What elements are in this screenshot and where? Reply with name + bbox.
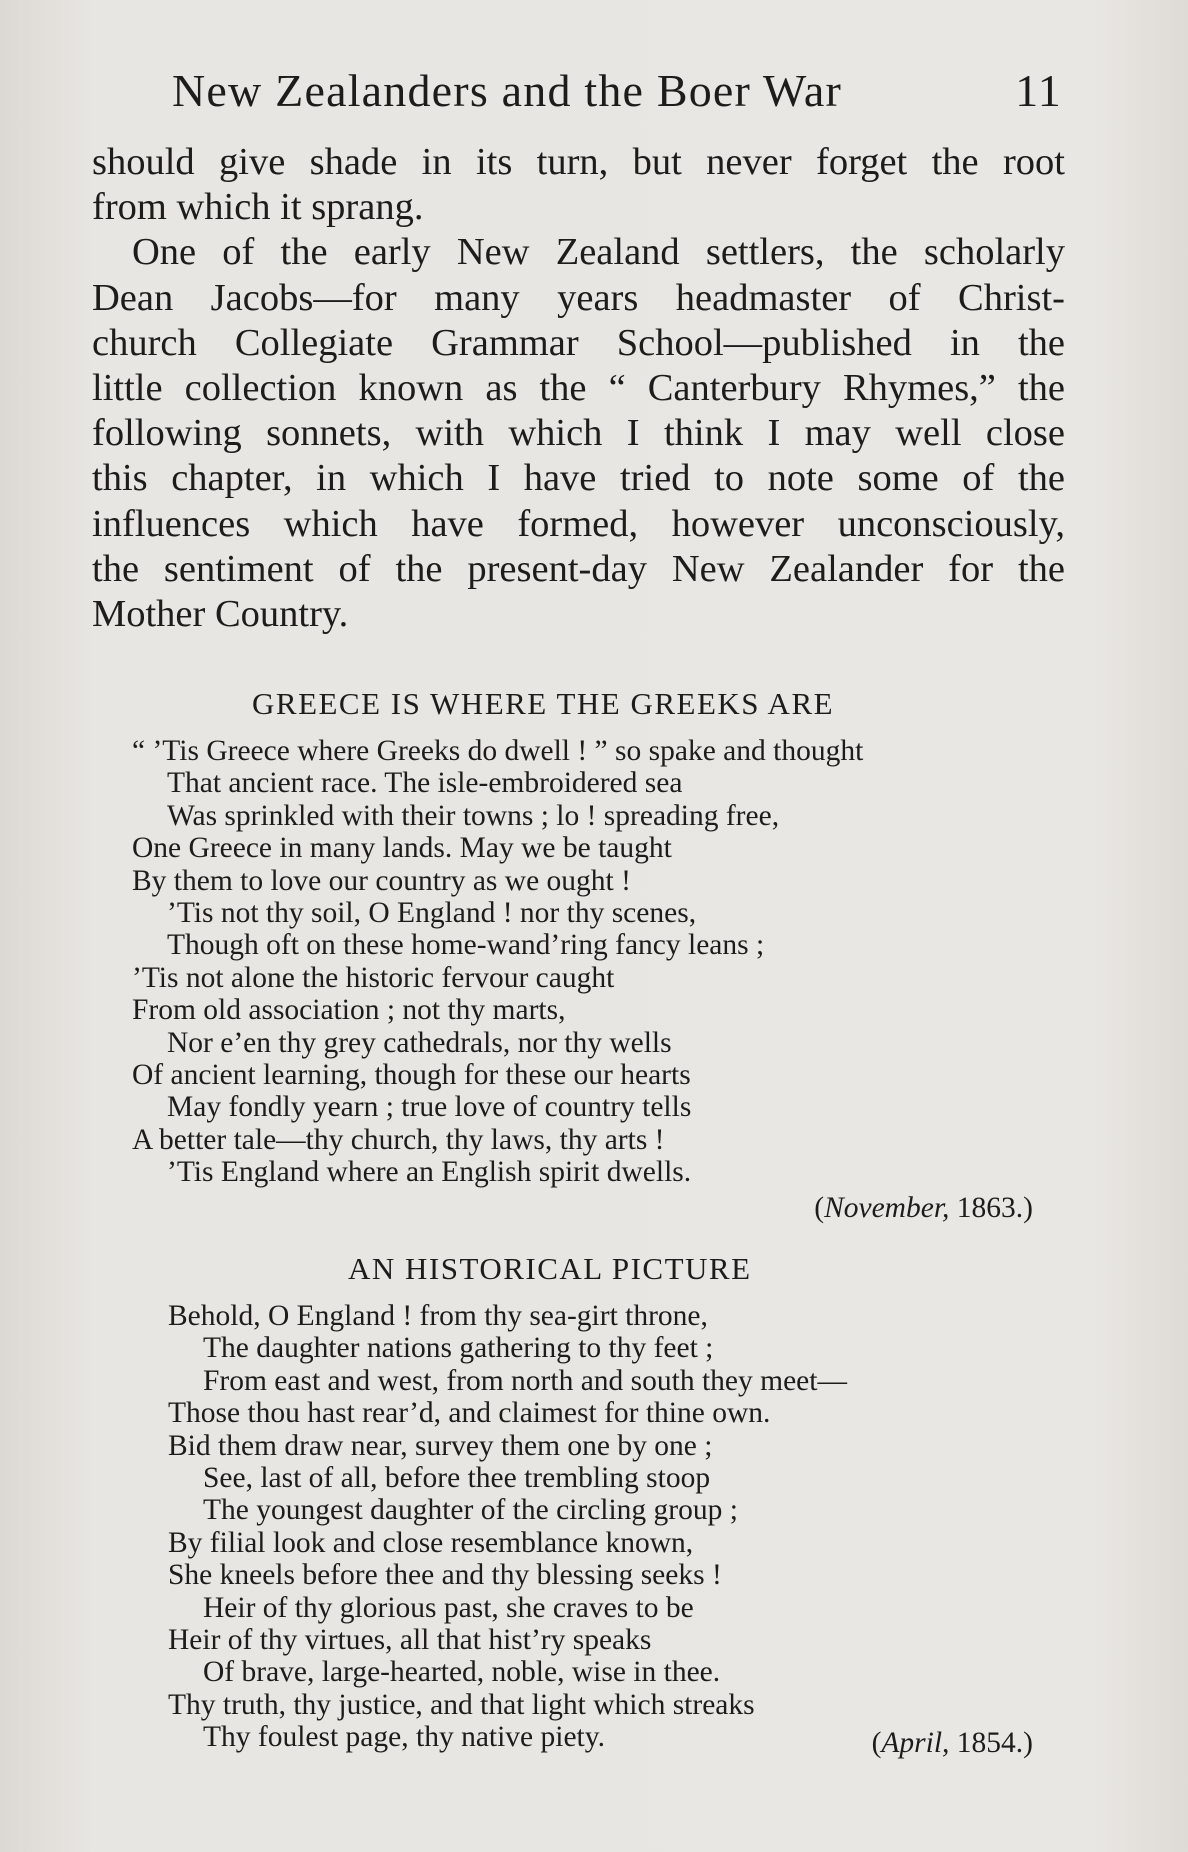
poem-line: A better tale—thy church, thy laws, thy arts ! xyxy=(132,1123,665,1156)
prose-line: Mother Country. xyxy=(92,592,349,635)
poem-line: May fondly yearn ; true love of country tells xyxy=(167,1091,692,1124)
poem-line: “ ’Tis Greece where Greeks do dwell ! ” so spake and thought xyxy=(132,735,864,767)
poem-line: From old association ; not thy marts, xyxy=(132,994,566,1027)
poem-line: By filial look and close resemblance known, xyxy=(168,1526,694,1559)
poem-line: ’Tis not alone the historic fervour caught xyxy=(132,961,615,994)
running-head xyxy=(172,64,1062,124)
poem-line: The daughter nations gathering to thy feet ; xyxy=(203,1332,714,1365)
poem-line: One Greece in many lands. May we be taught xyxy=(132,832,672,865)
poem-line: By them to love our country as we ought ! xyxy=(132,864,631,897)
prose-line: influences which have formed, however unconsciously, xyxy=(92,502,1065,545)
poem-line: Behold, O England ! from thy sea-girt throne, xyxy=(168,1300,708,1332)
prose-line: One of the early New Zealand settlers, the scholarly xyxy=(132,231,1065,274)
body-paragraphs xyxy=(92,140,1065,637)
poem-line: Though oft on these home-wand’ring fancy leans ; xyxy=(167,929,765,962)
prose-line: this chapter, in which I have tried to note some of the xyxy=(92,457,1065,500)
prose-line: Dean Jacobs—for many years headmaster of Christ- xyxy=(92,276,1065,319)
prose-line: should give shade in its turn, but never forget the root xyxy=(92,141,1065,183)
poem-line: ’Tis England where an English spirit dwells. xyxy=(167,1156,692,1189)
poem-line: Bid them draw near, survey them one by one ; xyxy=(168,1429,713,1462)
poem-line: See, last of all, before thee trembling stoop xyxy=(203,1461,711,1494)
date-month: November, xyxy=(824,1192,950,1224)
poem-line: Was sprinkled with their towns ; lo ! spreading free, xyxy=(167,799,780,832)
poem-title-historical: AN HISTORICAL PICTURE xyxy=(348,1251,752,1286)
page-number: 11 xyxy=(1015,65,1062,116)
poem-title-greece: GREECE IS WHERE THE GREEKS ARE xyxy=(252,686,835,721)
prose-line: from which it sprang. xyxy=(92,186,424,229)
poem-historical xyxy=(168,1300,847,1753)
date-month: April, xyxy=(881,1727,950,1759)
prose-line: following sonnets, with which I think I may well close xyxy=(92,412,1065,455)
date-year: 1854. xyxy=(949,1727,1024,1759)
poem-line: Thy truth, thy justice, and that light which streaks xyxy=(168,1688,755,1721)
poem-line: From east and west, from north and south they meet— xyxy=(203,1364,847,1397)
date-year: 1863. xyxy=(949,1192,1024,1224)
poem-line: ’Tis not thy soil, O England ! nor thy scenes, xyxy=(167,896,697,929)
poem-line: The youngest daughter of the circling group ; xyxy=(203,1494,738,1527)
poem-date-greece: (November, 1863.) xyxy=(814,1192,1033,1224)
prose-line: church Collegiate Grammar School—published in the xyxy=(92,321,1065,364)
poem-greece xyxy=(132,735,863,1188)
poem-line: Of ancient learning, though for these our hearts xyxy=(132,1058,691,1091)
poem-line: Of brave, large-hearted, noble, wise in thee. xyxy=(203,1656,721,1689)
poem-line: That ancient race. The isle-embroidered sea xyxy=(167,767,683,800)
poem-line: She kneels before thee and thy blessing seeks ! xyxy=(168,1559,722,1592)
poem-line: Nor e’en thy grey cathedrals, nor thy wells xyxy=(167,1026,672,1059)
poem-line: Those thou hast rear’d, and claimest for thine own. xyxy=(168,1397,771,1430)
poem-line: Heir of thy glorious past, she craves to be xyxy=(203,1591,694,1624)
prose-line: the sentiment of the present-day New Zealander for the xyxy=(92,547,1065,590)
prose-line: little collection known as the “ Canterbury Rhymes,” the xyxy=(92,366,1065,409)
poem-line: Thy foulest page, thy native piety. xyxy=(203,1721,605,1754)
poem-line: Heir of thy virtues, all that hist’ry speaks xyxy=(168,1623,652,1656)
poem-date-historical: (April, 1854.) xyxy=(871,1727,1033,1759)
running-head-title: New Zealanders and the Boer War xyxy=(172,65,842,116)
